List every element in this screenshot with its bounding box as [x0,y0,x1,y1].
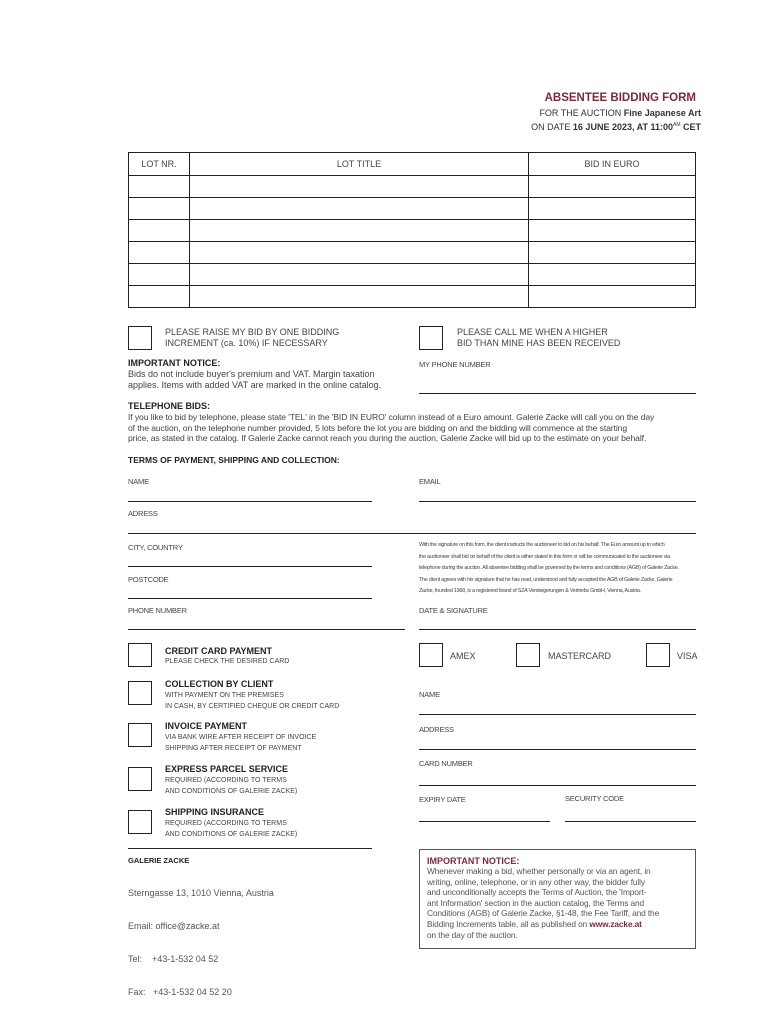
date-signature-label: DATE & SIGNATURE [419,606,488,615]
lot-nr-cell[interactable] [129,198,190,220]
phone-number-label: MY PHONE NUMBER [419,360,491,369]
legal-line: the auctioneer shall bid on behalf of the client is either stated in this form or will be communicated to the auctioneer via [419,553,670,560]
auction-name: Fine Japanese Art [623,108,701,118]
lot-nr-cell[interactable] [129,220,190,242]
lot-title-cell[interactable] [190,242,529,264]
zacke-link[interactable]: www.zacke.at [589,918,642,929]
legal-line: Zacke, founded 1968, is a registered brand of SZA Versteigerungen & Vertriebs GmbH, Vienna, Austria. [419,588,641,595]
table-row [129,264,696,286]
insurance-title: SHIPPING INSURANCE [165,807,265,817]
bid-cell[interactable] [529,176,696,198]
collection-sub [165,690,339,712]
lot-title-cell[interactable] [190,198,529,220]
company-contact [128,866,274,1009]
lot-nr-cell[interactable] [129,176,190,198]
notice-last-prefix: Bidding Increments table, all as published on [427,918,588,929]
legal-line: With the signature on this form, the client instructs the auctioneer to bid on his behalf. The Euro amount up to which [419,542,665,548]
company-fax: Fax: +43-1-532 04 52 20 [128,987,232,997]
city-field[interactable] [128,566,372,567]
insurance-sub2: AND CONDITIONS OF GALERIE ZACKE) [165,831,298,838]
postcode-label: POSTCODE [128,575,169,584]
name-field[interactable] [128,501,372,502]
visa-checkbox[interactable] [646,643,670,667]
amex-checkbox[interactable] [419,643,443,667]
notice-line: ant Information' section in the auction catalog, the Terms and [427,897,645,908]
bid-cell[interactable] [529,264,696,286]
date-line [531,122,701,132]
invoice-sub1: VIA BANK WIRE AFTER RECEIPT OF INVOICE [165,734,317,741]
company-email: Email: office@zacke.at [128,921,220,931]
credit-card-title: CREDIT CARD PAYMENT [165,646,273,656]
collection-sub1: WITH PAYMENT ON THE PREMISES [165,692,284,699]
expiry-field[interactable] [419,821,550,822]
collection-checkbox[interactable] [128,681,152,705]
mastercard-checkbox[interactable] [516,643,540,667]
notice-title: IMPORTANT NOTICE: [128,358,221,368]
bid-cell[interactable] [529,286,696,308]
phone-field[interactable] [128,629,405,630]
express-sub [165,775,297,797]
table-row [129,176,696,198]
visa-label: VISA [677,651,698,661]
phone-label: PHONE NUMBER [128,606,187,615]
telephone-line3: price, as stated in the catalog. If Galerie Zacke cannot reach you during the auction, Galerie Zacke will bid up to the estimate on your behalf. [128,433,647,444]
date-suffix: CET [683,122,701,132]
form-title: ABSENTEE BIDDING FORM [544,92,696,104]
email-label: EMAIL [419,477,441,486]
card-name-field[interactable] [419,714,696,715]
raise-bid-label [165,327,339,349]
notice-line: on the day of the auction. [427,929,518,940]
legal-text [419,540,699,598]
table-row [129,286,696,308]
invoice-title: INVOICE PAYMENT [165,721,248,731]
date-sup: AM [672,122,681,128]
important-notice-text [427,866,688,940]
express-title: EXPRESS PARCEL SERVICE [165,764,289,774]
express-checkbox[interactable] [128,767,152,791]
express-sub2: AND CONDITIONS OF GALERIE ZACKE) [165,788,298,795]
lot-title-cell[interactable] [190,220,529,242]
bid-cell[interactable] [529,242,696,264]
card-address-field[interactable] [419,749,696,750]
telephone-text [128,412,708,444]
lot-title-cell[interactable] [190,286,529,308]
terms-title: TERMS OF PAYMENT, SHIPPING AND COLLECTION: [128,455,340,465]
lot-title-cell[interactable] [190,264,529,286]
invoice-sub2: SHIPPING AFTER RECEIPT OF PAYMENT [165,745,302,752]
notice-line: writing, online, telephone, or in any other way, the bidder fully [427,876,645,887]
phone-number-field[interactable] [419,393,696,394]
call-me-checkbox[interactable] [419,326,443,350]
notice-line1: Bids do not include buyer's premium and VAT. Margin taxation [128,369,375,379]
company-tel: Tel: +43-1-532 04 52 [128,954,219,964]
telephone-line1: If you like to bid by telephone, please state 'TEL' in the 'BID IN EURO' column instead of a Euro amount. Galerie Zacke will call you on the day [128,412,655,422]
card-number-label: CARD NUMBER [419,759,473,768]
amex-label: AMEX [450,651,476,661]
bid-cell[interactable] [529,198,696,220]
date-value: 16 JUNE 2023, AT 11:00 [572,122,673,132]
notice-line2: applies. Items with added VAT are marked in the online catalog. [128,380,382,390]
table-row [129,242,696,264]
security-code-field[interactable] [565,821,696,822]
lot-table [128,152,696,308]
mastercard-label: MASTERCARD [548,651,612,661]
security-code-label: SECURITY CODE [565,794,624,803]
telephone-title: TELEPHONE BIDS: [128,401,211,411]
notice-line: and unconditionally accepts the Terms of Auction, the 'Import- [427,887,647,898]
legal-line: telephone during the auction. All absentee bidding shall be governed by the terms and conditions (AGB) of Galerie Zacke. [419,565,679,572]
col-bid: BID IN EURO [529,153,696,176]
lot-nr-cell[interactable] [129,264,190,286]
name-label: NAME [128,477,149,486]
credit-card-sub: PLEASE CHECK THE DESIRED CARD [165,658,290,665]
divider [128,848,372,849]
date-prefix: ON DATE [531,122,571,132]
bid-cell[interactable] [529,220,696,242]
notice-line [427,919,688,930]
card-address-label: ADDRESS [419,725,454,734]
lot-title-cell[interactable] [190,176,529,198]
address-field[interactable] [128,533,696,534]
collection-sub2: IN CASH, BY CERTIFIED CHEQUE OR CREDIT CARD [165,703,340,710]
card-number-field[interactable] [419,785,696,786]
expiry-label: EXPIRY DATE [419,795,466,804]
invoice-sub [165,732,316,754]
col-lot-nr: LOT NR. [129,153,190,176]
insurance-checkbox[interactable] [128,810,152,834]
call-me-label [457,327,620,349]
address-label: ADRESS [128,509,158,518]
lot-table-header [129,153,696,176]
insurance-sub1: REQUIRED (ACCORDING TO TERMS [165,820,287,827]
table-row [129,198,696,220]
important-notice-title: IMPORTANT NOTICE: [427,856,520,866]
date-signature-field[interactable] [419,629,696,630]
notice-text [128,369,381,391]
email-field[interactable] [419,501,696,502]
important-notice-box [419,849,696,949]
insurance-sub [165,818,297,840]
invoice-checkbox[interactable] [128,723,152,747]
raise-bid-line2: INCREMENT (ca. 10%) IF NECESSARY [165,338,328,348]
call-me-line1: PLEASE CALL ME WHEN A HIGHER [457,327,608,337]
company-address: Sterngasse 13, 1010 Vienna, Austria [128,888,274,898]
raise-bid-checkbox[interactable] [128,326,152,350]
company-name: GALERIE ZACKE [128,856,190,865]
legal-line: The client agrees with his signature that he has read, understood and fully accepted the AGB of Galerie Zacke. Galerie [419,576,673,583]
table-row [129,220,696,242]
auction-prefix: FOR THE AUCTION [539,108,622,118]
card-name-label: NAME [419,690,440,699]
telephone-line2: of the auction, on the telephone number provided, 5 lots before the lot you are bidding on and the bidding will commence at the starting [128,422,628,433]
col-lot-title: LOT TITLE [190,153,529,176]
credit-card-checkbox[interactable] [128,643,152,667]
notice-line: Whenever making a bid, whether personally or via an agent, in [427,866,651,876]
call-me-line2: BID THAN MINE HAS BEEN RECEIVED [457,338,621,348]
lot-nr-cell[interactable] [129,286,190,308]
postcode-field[interactable] [128,598,372,599]
notice-line: Conditions (AGB) of Galerie Zacke, §1-48, the Fee Tariff, and the [427,908,660,919]
city-label: CITY, COUNTRY [128,543,183,552]
auction-line [539,108,701,118]
express-sub1: REQUIRED (ACCORDING TO TERMS [165,777,287,784]
lot-nr-cell[interactable] [129,242,190,264]
raise-bid-line1: PLEASE RAISE MY BID BY ONE BIDDING [165,327,340,337]
collection-title: COLLECTION BY CLIENT [165,679,274,689]
